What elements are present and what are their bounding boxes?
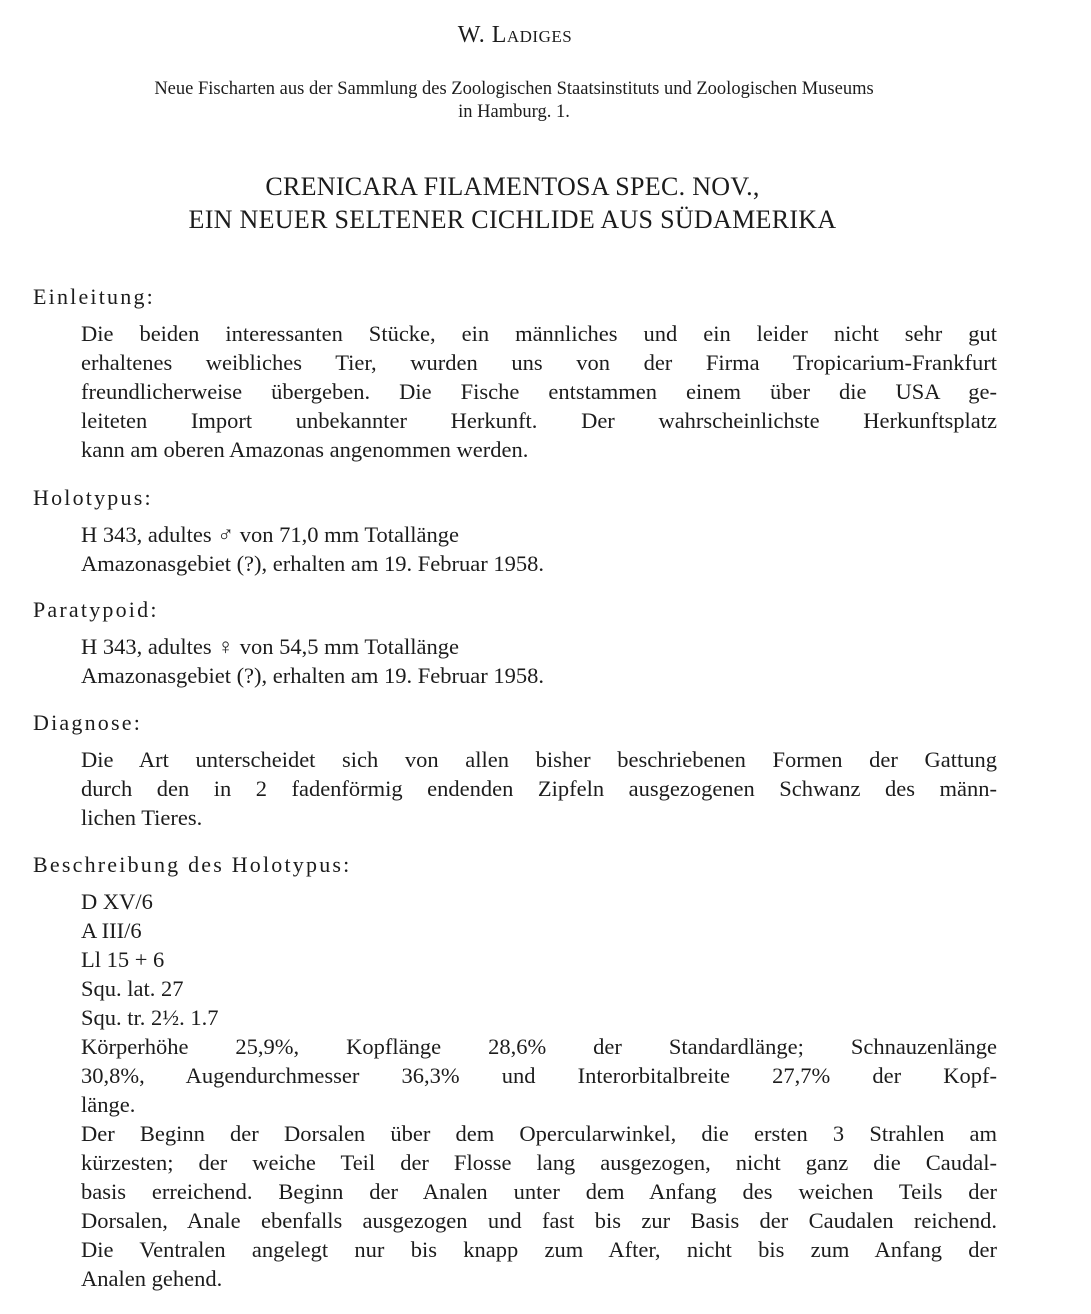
section-heading-diagnose: Diagnose: <box>33 710 143 735</box>
text-line: Dorsalen, Anale ebenfalls ausgezogen und fast bis zur Basis der Caudalen reichend. <box>81 1208 997 1233</box>
section-heading-beschreibung: Beschreibung des Holotypus: <box>33 852 352 877</box>
text-line: basis erreichend. Beginn der Analen unter dem Anfang des weichen Teils der <box>81 1179 997 1204</box>
text-line: Der Beginn der Dorsalen über dem Opercularwinkel, die ersten 3 Strahlen am <box>81 1121 997 1146</box>
text-line: kürzesten; der weiche Teil der Flosse lang ausgezogen, nicht ganz die Caudal- <box>81 1150 997 1175</box>
text-line: 30,8%, Augendurchmesser 36,3% und Interorbitalbreite 27,7% der Kopf- <box>81 1063 997 1088</box>
text-line: leiteten Import unbekannter Herkunft. Der wahrscheinlichste Herkunftsplatz <box>81 408 997 433</box>
meristic-count: Squ. lat. 27 <box>81 976 184 1001</box>
section-body-paratypoid <box>81 632 997 690</box>
series-line: in Hamburg. 1. <box>458 102 570 122</box>
title-line: CRENICARA FILAMENTOSA SPEC. NOV., <box>265 172 760 201</box>
section-body-einleitung <box>81 319 997 464</box>
text-line: Amazonasgebiet (?), erhalten am 19. Februar 1958. <box>81 663 544 688</box>
text-line: freundlicherweise übergeben. Die Fische entstammen einem über die USA ge- <box>81 379 997 404</box>
text-line: Die beiden interessanten Stücke, ein männliches und ein leider nicht sehr gut <box>81 321 997 346</box>
text-line: länge. <box>81 1092 136 1117</box>
series-line: Neue Fischarten aus der Sammlung des Zoologischen Staatsinstituts und Zoologischen Museums <box>154 79 874 99</box>
text-line: H 343, adultes ♀ von 54,5 mm Totallänge <box>81 634 459 659</box>
meristic-count: Squ. tr. 2½. 1.7 <box>81 1005 219 1030</box>
section-heading-einleitung: Einleitung: <box>33 284 155 309</box>
text-line: erhaltenes weibliches Tier, wurden uns von der Firma Tropicarium-Frankfurt <box>81 350 997 375</box>
meristic-count: D XV/6 <box>81 889 153 914</box>
meristic-count: Ll 15 + 6 <box>81 947 165 972</box>
meristic-count: A III/6 <box>81 918 142 943</box>
text-line: H 343, adultes ♂ von 71,0 mm Totallänge <box>81 522 459 547</box>
text-line: Körperhöhe 25,9%, Kopflänge 28,6% der Standardlänge; Schnauzenlänge <box>81 1034 997 1059</box>
section-heading-paratypoid: Paratypoid: <box>33 597 159 622</box>
text-line: Amazonasgebiet (?), erhalten am 19. Februar 1958. <box>81 551 544 576</box>
text-line: kann am oberen Amazonas angenommen werden. <box>81 437 529 462</box>
text-line: lichen Tieres. <box>81 805 203 830</box>
series-title <box>30 78 998 124</box>
section-body-holotypus <box>81 520 997 578</box>
author-name: W. Ladiges <box>457 22 573 48</box>
text-line: Analen gehend. <box>81 1266 223 1291</box>
section-heading-holotypus: Holotypus: <box>33 485 153 510</box>
text-line: Die Art unterscheidet sich von allen bisher beschriebenen Formen der Gattung <box>81 747 997 772</box>
text-line: Die Ventralen angelegt nur bis knapp zum After, nicht bis zum Anfang der <box>81 1237 997 1262</box>
article-title <box>0 170 1025 236</box>
title-line: EIN NEUER SELTENER CICHLIDE AUS SÜDAMERIKA <box>188 205 837 234</box>
text-line: durch den in 2 fadenförmig endenden Zipfeln ausgezogenen Schwanz des männ- <box>81 776 997 801</box>
section-body-diagnose <box>81 745 997 832</box>
section-body-beschreibung <box>81 887 997 1293</box>
